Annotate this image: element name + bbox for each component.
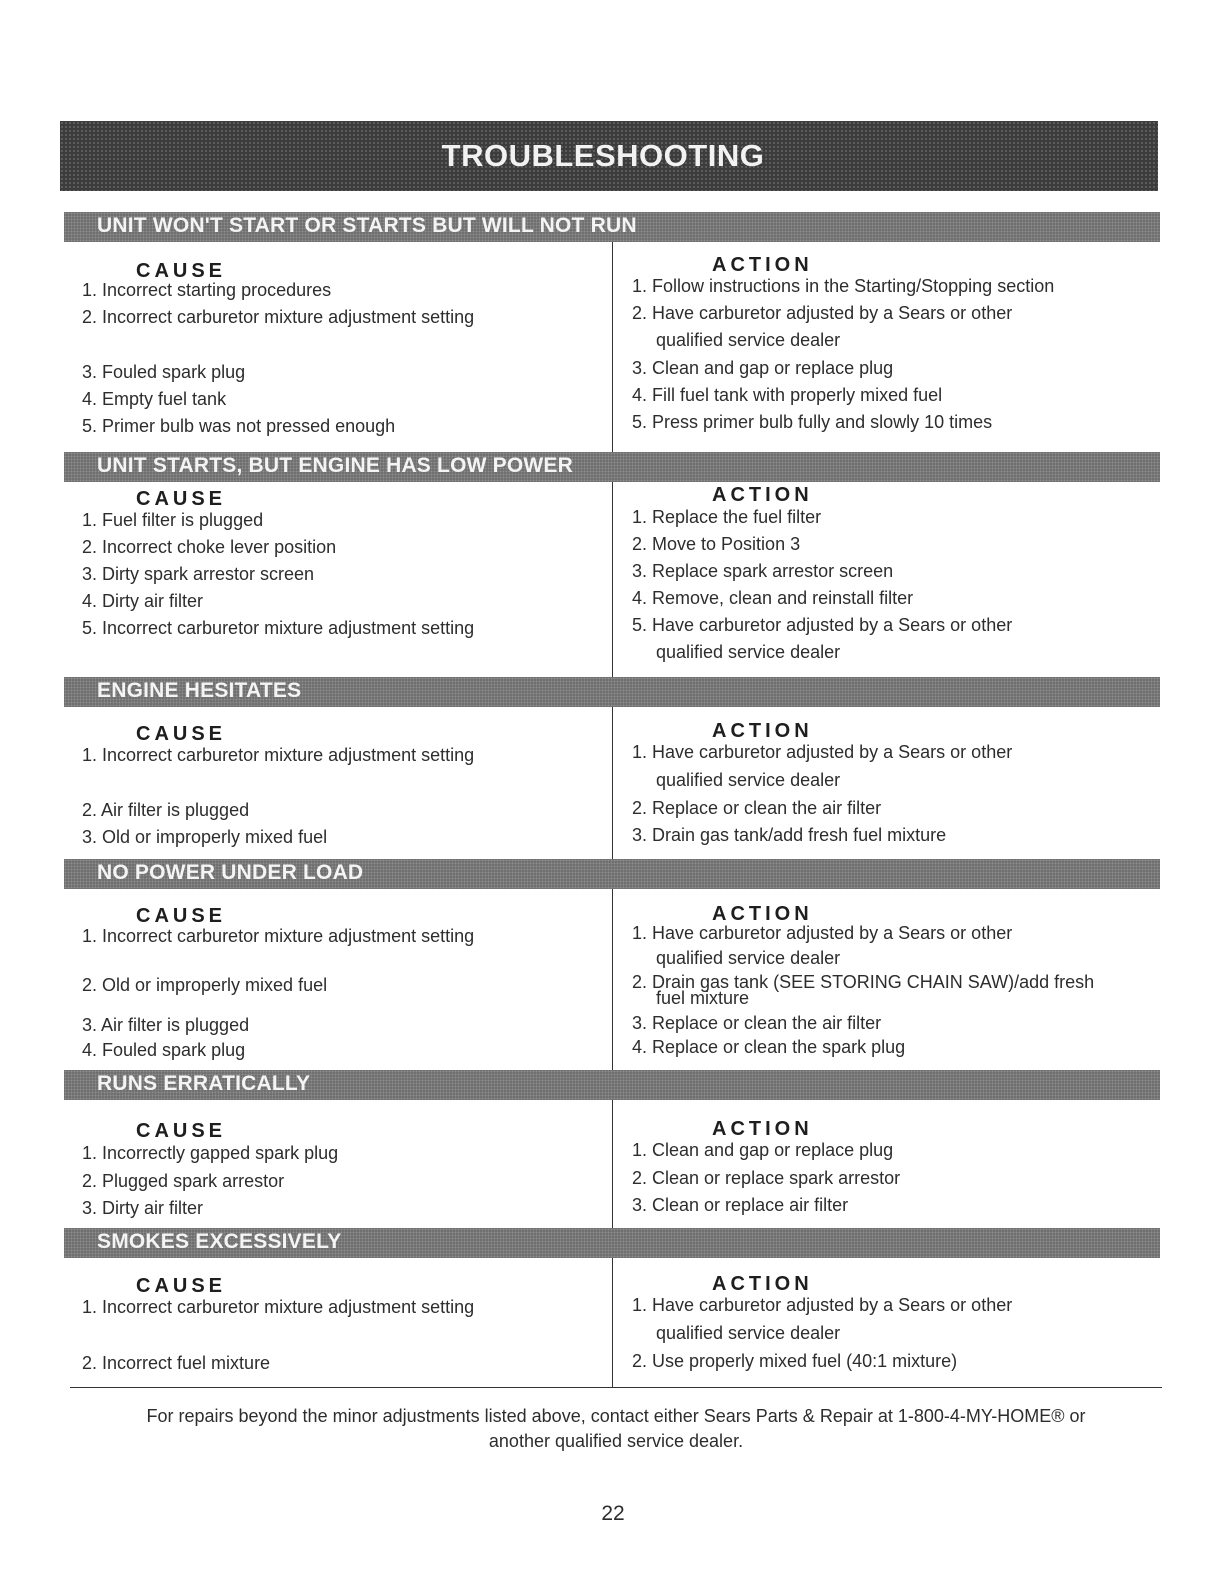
column-divider	[612, 242, 613, 452]
cause-item: 2. Incorrect choke lever position	[82, 537, 337, 557]
section-6	[64, 1228, 1160, 1388]
cause-item: 3. Air filter is plugged	[82, 1015, 250, 1035]
action-item: 1. Replace the fuel filter	[632, 507, 822, 527]
cause-item: 3. Old or improperly mixed fuel	[82, 827, 328, 847]
section-heading: ENGINE HESITATES	[97, 679, 302, 702]
section-heading: SMOKES EXCESSIVELY	[97, 1230, 342, 1253]
action-item: 1. Clean and gap or replace plug	[632, 1140, 894, 1160]
section-header-bar	[64, 677, 1160, 707]
cause-heading: CAUSE	[136, 488, 227, 510]
action-item: 2. Drain gas tank (SEE STORING CHAIN SAW)/add fresh	[632, 972, 1095, 992]
cause-item: 3. Dirty spark arrestor screen	[82, 564, 315, 584]
section-header-bar	[64, 1070, 1160, 1100]
column-divider	[612, 707, 613, 859]
column-divider	[612, 1100, 613, 1228]
cause-item: 2. Incorrect carburetor mixture adjustment setting	[82, 307, 475, 327]
column-divider	[612, 482, 613, 677]
section-heading: UNIT STARTS, BUT ENGINE HAS LOW POWER	[97, 454, 574, 477]
cause-item: 1. Fuel filter is plugged	[82, 510, 264, 530]
action-item-continued: qualified service dealer	[656, 948, 841, 968]
page-number: 22	[601, 1502, 625, 1525]
footer-line-2: another qualified service dealer.	[488, 1431, 744, 1451]
section-5	[64, 1070, 1160, 1228]
page-title: TROUBLESHOOTING	[441, 138, 765, 173]
action-item: 2. Have carburetor adjusted by a Sears or other	[632, 303, 1013, 323]
section-header-bar	[64, 859, 1160, 889]
cause-item: 1. Incorrect carburetor mixture adjustment setting	[82, 1297, 475, 1317]
column-divider	[612, 1258, 613, 1388]
cause-item: 4. Empty fuel tank	[82, 389, 227, 409]
page-title-banner	[60, 121, 1158, 191]
action-item: 4. Replace or clean the spark plug	[632, 1037, 906, 1057]
section-header-bar	[64, 1228, 1160, 1258]
cause-item: 1. Incorrect carburetor mixture adjustment setting	[82, 745, 475, 765]
action-item: 3. Clean or replace air filter	[632, 1195, 849, 1215]
action-item: 3. Clean and gap or replace plug	[632, 358, 894, 378]
cause-heading: CAUSE	[136, 905, 227, 927]
footer-note	[70, 1404, 1162, 1454]
section-3	[64, 677, 1160, 859]
action-item: 1. Have carburetor adjusted by a Sears or other	[632, 1295, 1013, 1315]
cause-item: 1. Incorrect starting procedures	[82, 280, 332, 300]
cause-item: 1. Incorrect carburetor mixture adjustment setting	[82, 926, 475, 946]
action-item: 5. Have carburetor adjusted by a Sears or other	[632, 615, 1013, 635]
section-heading: UNIT WON'T START OR STARTS BUT WILL NOT RUN	[97, 214, 637, 237]
action-item: 2. Clean or replace spark arrestor	[632, 1168, 901, 1188]
section-1	[64, 212, 1160, 452]
cause-heading: CAUSE	[136, 1275, 227, 1297]
action-item: 3. Replace spark arrestor screen	[632, 561, 894, 581]
action-heading: ACTION	[712, 903, 813, 925]
cause-item: 5. Incorrect carburetor mixture adjustment setting	[82, 618, 475, 638]
cause-heading: CAUSE	[136, 723, 227, 745]
action-item: 2. Use properly mixed fuel (40:1 mixture)	[632, 1351, 958, 1371]
footer-line-1: For repairs beyond the minor adjustments listed above, contact either Sears Parts & Repair at 1-800-4-MY-HOME® or	[146, 1406, 1086, 1426]
action-item: 1. Follow instructions in the Starting/Stopping section	[632, 276, 1055, 296]
column-divider	[612, 889, 613, 1070]
action-heading: ACTION	[712, 1273, 813, 1295]
action-item-continued: fuel mixture	[656, 988, 750, 1008]
cause-item: 2. Old or improperly mixed fuel	[82, 975, 328, 995]
section-heading: RUNS ERRATICALLY	[97, 1072, 311, 1095]
section-4	[64, 859, 1160, 1070]
action-item-continued: qualified service dealer	[656, 642, 841, 662]
action-item-continued: qualified service dealer	[656, 1323, 841, 1343]
action-heading: ACTION	[712, 1118, 813, 1140]
action-item: 2. Replace or clean the air filter	[632, 798, 882, 818]
action-item: 4. Fill fuel tank with properly mixed fuel	[632, 385, 943, 405]
action-item-continued: qualified service dealer	[656, 770, 841, 790]
section-header-bar	[64, 212, 1160, 242]
cause-item: 2. Plugged spark arrestor	[82, 1171, 285, 1191]
cause-item: 1. Incorrectly gapped spark plug	[82, 1143, 339, 1163]
cause-heading: CAUSE	[136, 260, 227, 282]
action-item: 4. Remove, clean and reinstall filter	[632, 588, 914, 608]
action-heading: ACTION	[712, 254, 813, 276]
cause-heading: CAUSE	[136, 1120, 227, 1142]
action-item-continued: qualified service dealer	[656, 330, 841, 350]
cause-item: 3. Fouled spark plug	[82, 362, 246, 382]
footer-divider	[70, 1387, 1162, 1388]
action-item: 5. Press primer bulb fully and slowly 10 times	[632, 412, 993, 432]
cause-item: 4. Dirty air filter	[82, 591, 204, 611]
section-header-bar	[64, 452, 1160, 482]
cause-item: 3. Dirty air filter	[82, 1198, 204, 1218]
action-heading: ACTION	[712, 484, 813, 506]
cause-item: 4. Fouled spark plug	[82, 1040, 246, 1060]
action-item: 3. Replace or clean the air filter	[632, 1013, 882, 1033]
action-item: 1. Have carburetor adjusted by a Sears or other	[632, 742, 1013, 762]
action-item: 2. Move to Position 3	[632, 534, 801, 554]
action-item: 3. Drain gas tank/add fresh fuel mixture	[632, 825, 947, 845]
action-heading: ACTION	[712, 720, 813, 742]
action-item: 1. Have carburetor adjusted by a Sears or other	[632, 923, 1013, 943]
cause-item: 2. Incorrect fuel mixture	[82, 1353, 271, 1373]
cause-item: 5. Primer bulb was not pressed enough	[82, 416, 396, 436]
section-heading: NO POWER UNDER LOAD	[97, 861, 364, 884]
section-2	[64, 452, 1160, 677]
cause-item: 2. Air filter is plugged	[82, 800, 250, 820]
